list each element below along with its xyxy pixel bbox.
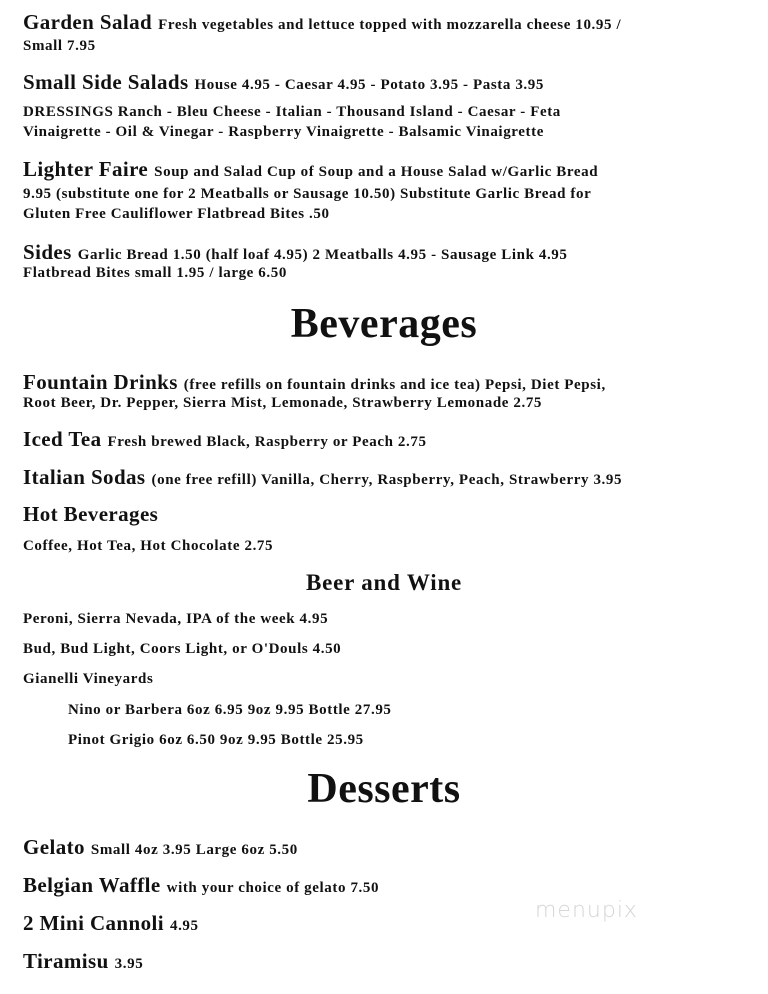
sides: [23, 240, 568, 265]
dessert-gelato: [23, 835, 298, 860]
item-title: Garden Salad: [23, 10, 153, 34]
item-desc: Fresh brewed Black, Raspberry or Peach 2.75: [107, 434, 427, 450]
item-title: DRESSINGS: [23, 104, 114, 120]
beer-line: Peroni, Sierra Nevada, IPA of the week 4.95: [23, 611, 329, 627]
watermark: menupix: [535, 898, 638, 923]
item-desc: 9.95 (substitute one for 2 Meatballs or Sausage 10.50) Substitute Garlic Bread for: [23, 186, 592, 202]
dessert-cannoli: [23, 911, 199, 936]
item-desc: Small 4oz 3.95 Large 6oz 5.50: [90, 842, 298, 858]
item-title: Italian Sodas: [23, 465, 146, 489]
garden-salad: [23, 10, 621, 35]
desserts-heading: Desserts: [307, 766, 461, 812]
item-desc: Fresh vegetables and lettuce topped with mozzarella cheese 10.95 /: [158, 17, 622, 33]
dessert-waffle: [23, 873, 379, 898]
item-desc: Vinaigrette - Oil & Vinegar - Raspberry Vinaigrette - Balsamic Vinaigrette: [23, 124, 544, 140]
lighter-faire: [23, 157, 598, 182]
item-desc: 3.95: [114, 956, 144, 972]
beer-line: Bud, Bud Light, Coors Light, or O'Douls 4.50: [23, 641, 342, 657]
hot-beverages: [23, 502, 164, 527]
item-title: Lighter Faire: [23, 157, 149, 181]
beverages-heading: Beverages: [290, 301, 478, 347]
item-title: Tiramisu: [23, 949, 109, 973]
item-desc: Garlic Bread 1.50 (half loaf 4.95) 2 Meatballs 4.95 - Sausage Link 4.95: [77, 247, 568, 263]
item-desc: with your choice of gelato 7.50: [166, 880, 380, 896]
item-title: Hot Beverages: [23, 502, 159, 526]
item-title: Iced Tea: [23, 427, 102, 451]
item-desc: (one free refill) Vanilla, Cherry, Raspberry, Peach, Strawberry 3.95: [151, 472, 623, 488]
item-desc: 4.95: [169, 918, 199, 934]
item-title: Belgian Waffle: [23, 873, 161, 897]
item-desc: Ranch - Bleu Cheese - Italian - Thousand Island - Caesar - Feta: [117, 104, 561, 120]
item-desc: Gluten Free Cauliflower Flatbread Bites .50: [23, 206, 330, 222]
item-desc: Small 7.95: [23, 38, 96, 54]
italian-sodas: [23, 465, 622, 490]
item-title: Fountain Drinks: [23, 370, 178, 394]
item-desc: Soup and Salad Cup of Soup and a House Salad w/Garlic Bread: [154, 164, 599, 180]
item-desc: (free refills on fountain drinks and ice tea) Pepsi, Diet Pepsi,: [183, 377, 606, 393]
beer-wine-heading: Beer and Wine: [305, 570, 463, 595]
iced-tea: [23, 427, 427, 452]
dressings: [23, 104, 561, 121]
item-title: Gelato: [23, 835, 85, 859]
wine-line: Pinot Grigio 6oz 6.50 9oz 9.95 Bottle 25.95: [68, 732, 364, 748]
wine-line: Nino or Barbera 6oz 6.95 9oz 9.95 Bottle 27.95: [68, 702, 392, 718]
item-desc: Flatbread Bites small 1.95 / large 6.50: [23, 265, 287, 281]
item-desc: Coffee, Hot Tea, Hot Chocolate 2.75: [23, 538, 274, 554]
fountain-drinks: [23, 370, 606, 395]
item-title: Small Side Salads: [23, 70, 189, 94]
item-desc: Root Beer, Dr. Pepper, Sierra Mist, Lemonade, Strawberry Lemonade 2.75: [23, 395, 543, 411]
dessert-tiramisu: [23, 949, 143, 974]
item-title: 2 Mini Cannoli: [23, 911, 164, 935]
winery-name: Gianelli Vineyards: [23, 671, 154, 687]
item-title: Sides: [23, 240, 72, 264]
item-desc: House 4.95 - Caesar 4.95 - Potato 3.95 - Pasta 3.95: [194, 77, 544, 93]
small-side-salads: [23, 70, 544, 95]
